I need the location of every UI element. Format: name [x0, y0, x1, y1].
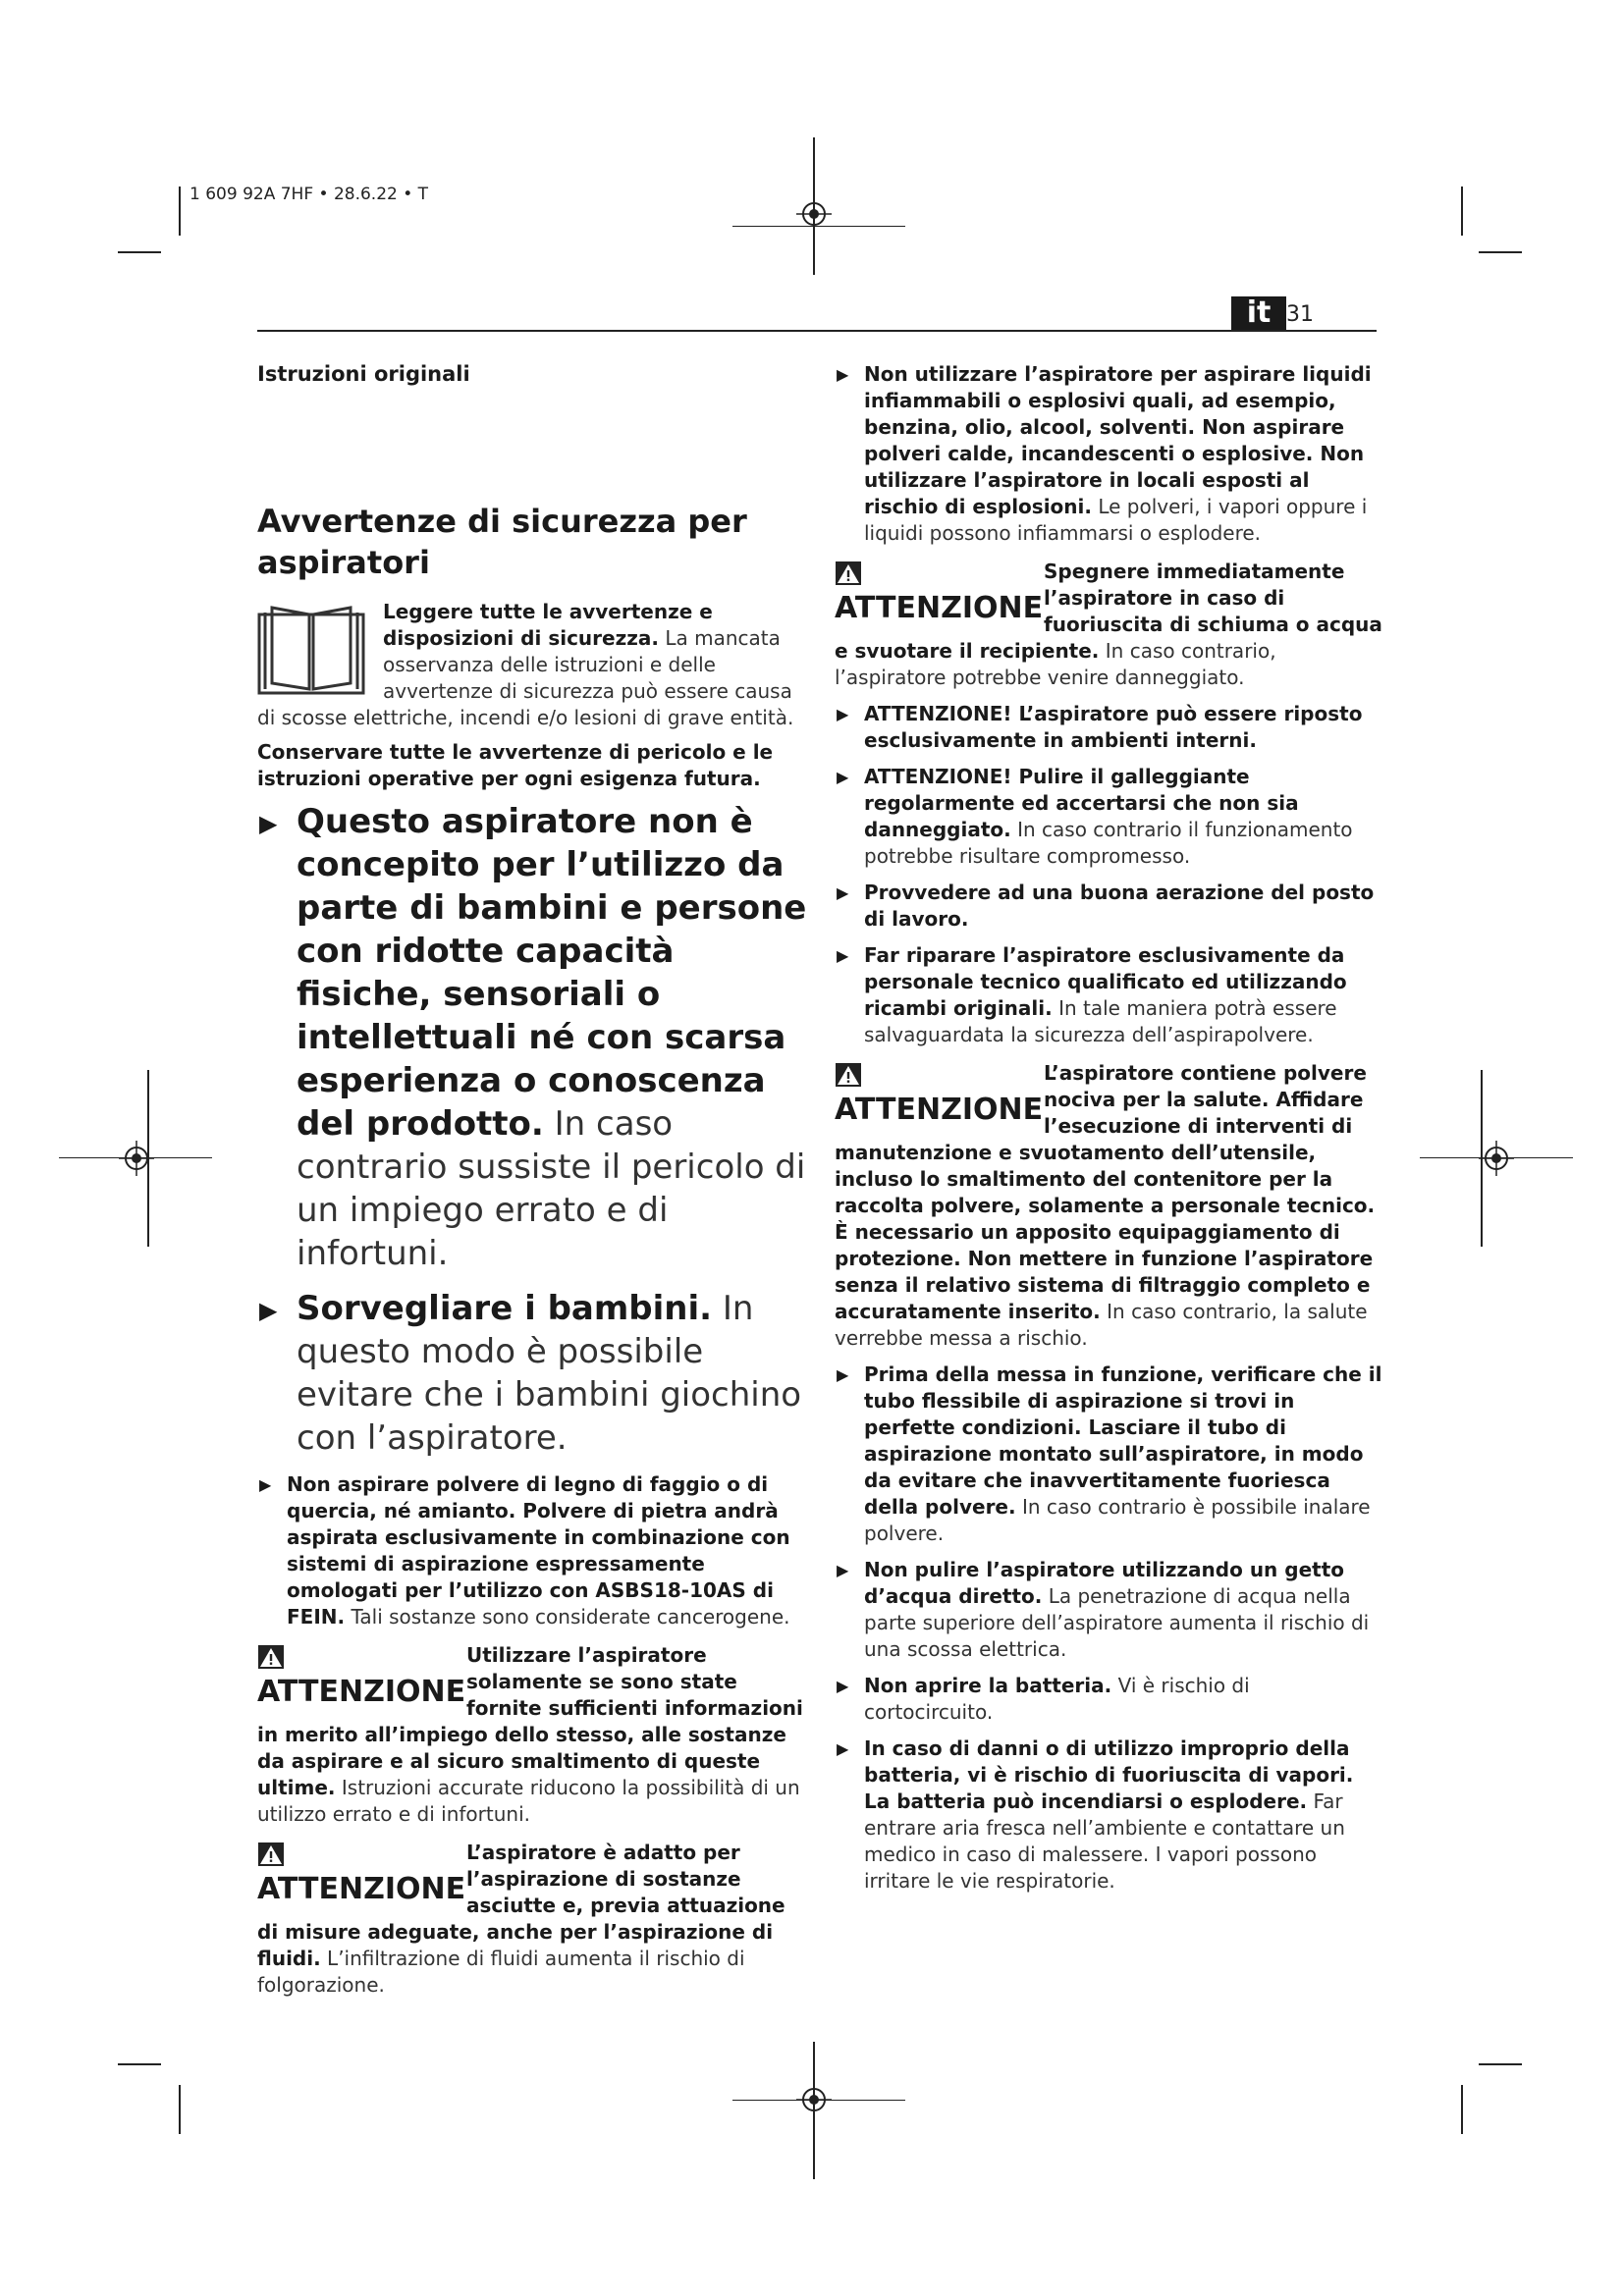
item-bold: Questo aspiratore non è concepito per l’utilizzo da parte di bambini e persone con ridotte capacità fisiche, sensoriali o intellettuali né con scarsa esperienza o conoscenza del prodotto.	[297, 802, 807, 1144]
bullet-icon: ▶	[837, 946, 849, 965]
section-label: Istruzioni originali	[257, 362, 470, 386]
warning-block	[835, 559, 1384, 691]
intro-text: La mancata osservanza delle istruzioni e delle avvertenze di sicurezza può essere causa di scosse elettriche, incendi e/o lesioni di grave entità.	[257, 626, 794, 729]
bullet-icon: ▶	[837, 1677, 849, 1695]
item-bold: Far riparare l’aspiratore esclusivamente da personale tecnico qualificato ed utilizzando ricambi originali.	[864, 943, 1347, 1020]
warning-text: Istruzioni accurate riducono la possibilità di un utilizzo errato e di infortuni.	[257, 1776, 800, 1826]
list-item	[835, 1673, 1384, 1726]
item-text: La penetrazione di acqua nella parte superiore dell’aspiratore aumenta il rischio di una scossa elettrica.	[864, 1584, 1370, 1661]
list-item	[835, 880, 1384, 933]
warning-label	[835, 1060, 1044, 1127]
language-badge: it	[1231, 296, 1286, 330]
list-item	[835, 764, 1384, 870]
page-title: Avvertenze di sicurezza per aspiratori	[257, 503, 747, 581]
list-item	[835, 1362, 1384, 1547]
warning-text: L’infiltrazione di fluidi aumenta il rischio di folgorazione.	[257, 1947, 745, 1997]
item-bold: ATTENZIONE! L’aspiratore può essere riposto esclusivamente in ambienti interni.	[864, 702, 1363, 752]
warning-word: ATTENZIONE	[835, 591, 1044, 625]
crop-mark	[1461, 187, 1463, 236]
crop-mark	[813, 2042, 815, 2179]
crop-mark	[1479, 2063, 1522, 2065]
crop-mark	[59, 1157, 212, 1158]
crop-mark	[813, 137, 815, 275]
warning-triangle-icon	[257, 1842, 285, 1867]
bullet-icon: ▶	[837, 1365, 849, 1384]
crop-mark	[179, 187, 181, 236]
warning-triangle-icon	[835, 1062, 862, 1088]
list-item	[835, 1735, 1384, 1895]
item-bold: Non utilizzare l’aspiratore per aspirare liquidi infiammabili o esplosivi quali, ad esempio, benzina, olio, alcool, solventi. Non aspirare polveri calde, incandescenti o esplosive. Non utilizzare l’aspiratore in locali esposti al rischio di esplosioni.	[864, 362, 1372, 518]
page-number: 31	[1286, 302, 1314, 327]
warning-text: In caso contrario, l’aspiratore potrebbe venire danneggiato.	[835, 639, 1276, 689]
item-text: In caso contrario sussiste il pericolo di un impiego errato e di infortuni.	[297, 1104, 806, 1273]
item-text: In questo modo è possibile evitare che i bambini giochino con l’aspiratore.	[297, 1289, 802, 1458]
document-code: 1 609 92A 7HF • 28.6.22 • T	[189, 185, 429, 204]
left-column	[257, 361, 807, 2008]
warning-word: ATTENZIONE	[835, 1093, 1044, 1127]
item-text: In caso contrario è possibile inalare polvere.	[864, 1495, 1371, 1545]
item-bold: Sorvegliare i bambini.	[297, 1289, 713, 1328]
warning-bold: L’aspiratore contiene polvere nociva per la salute. Affidare l’esecuzione di interventi di manutenzione e svuotamento dell’utensile, incluso lo smaltimento del contenitore per la raccolta polvere, solamente a personale tecnico. È necessario un apposito equipaggiamento di protezione. Non mettere in funzione l’aspiratore senza il relativo sistema di filtraggio completo e accuratamente inserito.	[835, 1061, 1376, 1323]
item-bold: Prima della messa in funzione, verificare che il tubo flessibile di aspirazione si trovi in perfette condizioni. Lasciare il tubo di aspirazione montato sull’aspiratore, in modo da evitare che inavvertitamente fuoriesca della polvere.	[864, 1362, 1382, 1519]
item-text: Far entrare aria fresca nell’ambiente e contattare un medico in caso di malessere. I vapori possono irritare le vie respiratorie.	[864, 1789, 1345, 1893]
item-text: In tale maniera potrà essere salvaguardata la sicurezza dell’aspirapolvere.	[864, 996, 1337, 1046]
warning-label	[257, 1642, 466, 1709]
registration-mark-icon	[119, 1141, 154, 1176]
warning-label	[257, 1840, 466, 1906]
crop-mark	[732, 2100, 905, 2101]
bullet-icon: ▶	[259, 1475, 272, 1494]
warning-word: ATTENZIONE	[257, 1872, 466, 1906]
item-text: Le polveri, i vapori oppure i liquidi possono infiammarsi o esplodere.	[864, 495, 1368, 545]
item-bold: Non aprire la batteria.	[864, 1674, 1112, 1697]
intro-bold: Leggere tutte le avvertenze e disposizioni di sicurezza.	[383, 600, 713, 650]
item-bold: In caso di danni o di utilizzo improprio della batteria, vi è rischio di fuoriuscita di vapori. La batteria può incendiarsi o esplodere.	[864, 1736, 1354, 1813]
item-bold: Provvedere ad una buona aerazione del posto di lavoro.	[864, 881, 1375, 931]
list-item	[835, 701, 1384, 754]
warning-bold: Spegnere immediatamente l’aspiratore in caso di fuoriuscita di schiuma o acqua e svuotare il recipiente.	[835, 560, 1382, 663]
crop-mark	[179, 2085, 181, 2134]
bullet-icon: ▶	[837, 768, 849, 786]
warning-word: ATTENZIONE	[257, 1675, 466, 1709]
crop-mark	[118, 2063, 161, 2065]
keep-instructions: Conservare tutte le avvertenze di pericolo e le istruzioni operative per ogni esigenza futura.	[257, 740, 774, 790]
item-bold: Non aspirare polvere di legno di faggio o di quercia, né amianto. Polvere di pietra andrà aspirata esclusivamente in combinazione con sistemi di aspirazione espressamente omologati per l’utilizzo con ASBS18-10AS di FEIN.	[287, 1472, 790, 1629]
crop-mark	[118, 251, 161, 253]
item-text: Tali sostanze sono considerate cancerogene.	[351, 1605, 790, 1629]
crop-mark	[732, 226, 905, 227]
right-column	[835, 361, 1384, 1904]
intro-block	[257, 599, 807, 739]
item-text: In caso contrario il funzionamento potrebbe risultare compromesso.	[864, 818, 1353, 868]
bullet-icon: ▶	[259, 810, 278, 837]
bullet-icon: ▶	[259, 1297, 278, 1324]
item-bold: ATTENZIONE! Pulire il galleggiante regolarmente ed accertarsi che non sia danneggiato.	[864, 765, 1299, 841]
item-text: Vi è rischio di cortocircuito.	[864, 1674, 1250, 1724]
warning-block	[257, 1840, 807, 1999]
list-item	[257, 1287, 807, 1460]
list-item	[257, 800, 807, 1275]
read-manual-icon	[257, 603, 365, 696]
bullet-icon: ▶	[837, 365, 849, 384]
header-rule	[257, 330, 1377, 332]
crop-mark	[1479, 251, 1522, 253]
warning-triangle-icon	[257, 1644, 285, 1670]
warning-block	[257, 1642, 807, 1828]
list-item	[257, 1471, 807, 1630]
warning-bold: L’aspiratore è adatto per l’aspirazione di sostanze asciutte e, previa attuazione di misure adeguate, anche per l’aspirazione di fluidi.	[257, 1841, 785, 1970]
list-item	[835, 1557, 1384, 1663]
registration-mark-icon	[1479, 1141, 1514, 1176]
crop-mark	[1461, 2085, 1463, 2134]
item-bold: Non pulire l’aspiratore utilizzando un getto d’acqua diretto.	[864, 1558, 1344, 1608]
bullet-icon: ▶	[837, 1739, 849, 1758]
bullet-icon: ▶	[837, 883, 849, 902]
warning-bold: Utilizzare l’aspiratore solamente se sono state fornite sufficienti informazioni in merito all’impiego dello stesso, alle sostanze da aspirare e al sicuro smaltimento di queste ultime.	[257, 1643, 803, 1799]
warning-label	[835, 559, 1044, 625]
bullet-icon: ▶	[837, 1561, 849, 1579]
bullet-icon: ▶	[837, 705, 849, 723]
warning-text: In caso contrario, la salute verrebbe messa a rischio.	[835, 1300, 1368, 1350]
list-item	[835, 361, 1384, 547]
list-item	[835, 942, 1384, 1048]
warning-triangle-icon	[835, 561, 862, 586]
warning-block	[835, 1060, 1384, 1352]
crop-mark	[1420, 1157, 1573, 1158]
